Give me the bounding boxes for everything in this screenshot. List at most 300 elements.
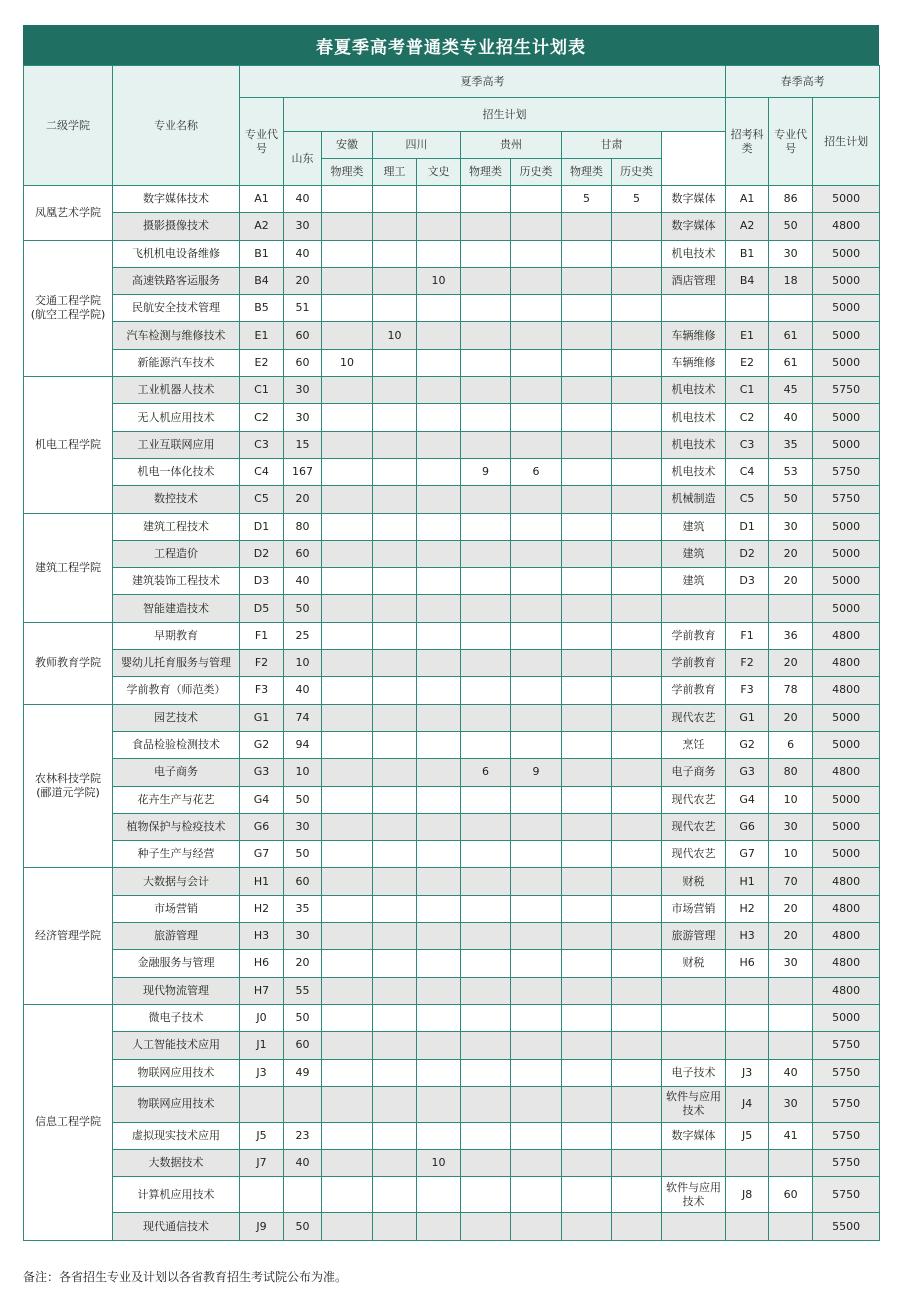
plan-shandong: 10 [284,759,322,786]
plan-anhui-physics [322,295,373,322]
spring-code: E2 [726,349,769,376]
table-row [24,813,880,840]
table-row [24,1177,880,1213]
plan-anhui-physics [322,513,373,540]
table-title: 春夏季高考普通类专业招生计划表 [23,25,879,65]
spring-plan: 10 [769,786,813,813]
tuition-fee: 5750 [813,1059,880,1086]
plan-gansu-history [612,1059,662,1086]
tuition-fee: 5000 [813,540,880,567]
plan-anhui-physics [322,1004,373,1031]
major-name: 工业机器人技术 [113,377,240,404]
spring-code: A2 [726,213,769,240]
plan-guizhou-physics [461,568,511,595]
plan-shandong: 60 [284,1032,322,1059]
tuition-fee: 5750 [813,1086,880,1122]
major-name: 摄影摄像技术 [113,213,240,240]
spring-code: D2 [726,540,769,567]
plan-gansu-physics [562,1150,612,1177]
plan-gansu-physics [562,213,612,240]
plan-gansu-history [612,431,662,458]
major-name: 植物保护与检疫技术 [113,813,240,840]
plan-gansu-history [612,404,662,431]
spring-subject: 车辆维修 [662,349,726,376]
plan-sichuan-science [373,404,417,431]
plan-anhui-physics [322,404,373,431]
header-college: 二级学院 [24,66,113,186]
spring-subject: 车辆维修 [662,322,726,349]
major-code: G4 [240,786,284,813]
plan-gansu-history [612,704,662,731]
spring-plan [769,1150,813,1177]
plan-guizhou-history [511,1122,562,1149]
spring-plan: 60 [769,1177,813,1213]
major-name: 民航安全技术管理 [113,295,240,322]
header-gansu-history: 历史类 [612,159,662,186]
plan-gansu-physics [562,431,612,458]
plan-sichuan-science [373,895,417,922]
table-row [24,622,880,649]
tuition-fee: 5000 [813,704,880,731]
plan-gansu-physics [562,458,612,485]
spring-code: C3 [726,431,769,458]
tuition-fee: 4800 [813,677,880,704]
plan-anhui-physics [322,622,373,649]
spring-code: C2 [726,404,769,431]
spring-code: C4 [726,458,769,485]
major-code: J0 [240,1004,284,1031]
plan-sichuan-science [373,1122,417,1149]
tuition-fee: 5000 [813,267,880,294]
spring-subject [662,1004,726,1031]
plan-sichuan-science [373,677,417,704]
plan-sichuan-arts [417,950,461,977]
spring-subject [662,1213,726,1240]
spring-code: J4 [726,1086,769,1122]
spring-subject: 现代农艺 [662,813,726,840]
plan-guizhou-history [511,731,562,758]
plan-guizhou-physics [461,895,511,922]
plan-guizhou-physics [461,731,511,758]
table-row [24,677,880,704]
plan-gansu-physics: 5 [562,186,612,213]
table-row [24,431,880,458]
plan-sichuan-arts: 10 [417,267,461,294]
plan-anhui-physics [322,267,373,294]
tuition-fee: 5000 [813,349,880,376]
spring-code: H2 [726,895,769,922]
plan-sichuan-arts [417,186,461,213]
plan-guizhou-history [511,813,562,840]
spring-subject [662,1032,726,1059]
plan-shandong [284,1086,322,1122]
plan-anhui-physics [322,950,373,977]
spring-plan: 61 [769,322,813,349]
plan-sichuan-arts [417,895,461,922]
table-row [24,650,880,677]
major-code: C4 [240,458,284,485]
plan-sichuan-arts [417,622,461,649]
plan-sichuan-science [373,240,417,267]
major-code: D5 [240,595,284,622]
plan-guizhou-physics [461,923,511,950]
plan-gansu-history [612,1150,662,1177]
plan-shandong: 30 [284,813,322,840]
plan-guizhou-physics [461,240,511,267]
plan-guizhou-history [511,622,562,649]
plan-guizhou-history [511,977,562,1004]
plan-gansu-history [612,950,662,977]
major-name: 物联网应用技术 [113,1059,240,1086]
spring-plan: 18 [769,267,813,294]
table-row [24,1122,880,1149]
plan-guizhou-history [511,704,562,731]
table-row [24,513,880,540]
spring-code [726,1150,769,1177]
plan-gansu-physics [562,813,612,840]
plan-anhui-physics [322,1059,373,1086]
plan-sichuan-arts [417,431,461,458]
plan-sichuan-arts [417,704,461,731]
plan-anhui-physics [322,1177,373,1213]
major-code: C2 [240,404,284,431]
spring-subject: 财税 [662,950,726,977]
major-code: D3 [240,568,284,595]
plan-sichuan-arts [417,322,461,349]
table-row [24,349,880,376]
plan-sichuan-arts [417,458,461,485]
spring-subject [662,1150,726,1177]
table-row [24,895,880,922]
college-name: 教师教育学院 [24,622,113,704]
plan-shandong: 25 [284,622,322,649]
plan-anhui-physics [322,731,373,758]
major-code: C5 [240,486,284,513]
header-guizhou: 贵州 [461,132,562,159]
plan-guizhou-history [511,267,562,294]
major-name: 无人机应用技术 [113,404,240,431]
plan-sichuan-arts [417,1177,461,1213]
tuition-fee: 4800 [813,213,880,240]
header-summer: 夏季高考 [240,66,726,98]
plan-anhui-physics [322,431,373,458]
plan-sichuan-science [373,1059,417,1086]
spring-plan [769,1032,813,1059]
plan-gansu-history [612,458,662,485]
plan-gansu-history [612,1004,662,1031]
major-code: D2 [240,540,284,567]
plan-shandong: 50 [284,786,322,813]
plan-guizhou-history [511,349,562,376]
plan-gansu-physics [562,1213,612,1240]
plan-gansu-physics [562,295,612,322]
major-code: B4 [240,267,284,294]
header-code: 专业代号 [240,98,284,186]
spring-subject: 机电技术 [662,431,726,458]
plan-anhui-physics [322,841,373,868]
plan-guizhou-history [511,431,562,458]
plan-gansu-physics [562,1177,612,1213]
spring-code: B4 [726,267,769,294]
tuition-fee: 5000 [813,595,880,622]
tuition-fee: 5500 [813,1213,880,1240]
plan-gansu-physics [562,923,612,950]
plan-sichuan-arts [417,759,461,786]
spring-plan [769,595,813,622]
table-row [24,595,880,622]
spring-subject [662,595,726,622]
major-code: G6 [240,813,284,840]
spring-code [726,1004,769,1031]
spring-plan: 35 [769,431,813,458]
plan-gansu-physics [562,486,612,513]
major-name: 工业互联网应用 [113,431,240,458]
major-name: 数控技术 [113,486,240,513]
major-name: 市场营销 [113,895,240,922]
spring-code: F3 [726,677,769,704]
plan-anhui-physics [322,186,373,213]
plan-gansu-history [612,759,662,786]
table-row [24,267,880,294]
plan-shandong: 30 [284,213,322,240]
tuition-fee: 5750 [813,458,880,485]
tuition-fee: 5000 [813,731,880,758]
plan-sichuan-arts [417,868,461,895]
major-name: 计算机应用技术 [113,1177,240,1213]
major-name: 旅游管理 [113,923,240,950]
header-shandong: 山东 [284,132,322,186]
plan-gansu-history [612,1032,662,1059]
spring-subject: 机电技术 [662,377,726,404]
plan-guizhou-history [511,568,562,595]
spring-code: J3 [726,1059,769,1086]
plan-guizhou-physics [461,540,511,567]
major-name: 新能源汽车技术 [113,349,240,376]
spring-code: H3 [726,923,769,950]
major-code: F2 [240,650,284,677]
major-code: H2 [240,895,284,922]
tuition-fee: 4800 [813,895,880,922]
plan-shandong: 50 [284,1004,322,1031]
plan-gansu-history [612,267,662,294]
major-name: 种子生产与经营 [113,841,240,868]
major-code: E2 [240,349,284,376]
plan-guizhou-physics [461,213,511,240]
plan-gansu-physics [562,895,612,922]
plan-gansu-history [612,895,662,922]
plan-shandong: 50 [284,595,322,622]
plan-anhui-physics [322,650,373,677]
plan-gansu-history [612,213,662,240]
spring-subject: 机电技术 [662,458,726,485]
plan-guizhou-physics [461,950,511,977]
plan-guizhou-history [511,295,562,322]
plan-sichuan-arts [417,1032,461,1059]
table-row [24,841,880,868]
spring-subject: 学前教育 [662,677,726,704]
plan-sichuan-science: 10 [373,322,417,349]
spring-code: D1 [726,513,769,540]
major-code: G7 [240,841,284,868]
major-name: 物联网应用技术 [113,1086,240,1122]
plan-anhui-physics [322,1086,373,1122]
plan-guizhou-history [511,1004,562,1031]
plan-gansu-history [612,1086,662,1122]
header-spring: 春季高考 [726,66,880,98]
plan-gansu-physics [562,841,612,868]
plan-guizhou-physics [461,322,511,349]
major-name: 虚拟现实技术应用 [113,1122,240,1149]
table-row [24,377,880,404]
table-row [24,786,880,813]
major-code: C1 [240,377,284,404]
plan-gansu-physics [562,1004,612,1031]
plan-sichuan-arts [417,1004,461,1031]
plan-gansu-physics [562,540,612,567]
plan-guizhou-physics [461,1213,511,1240]
plan-gansu-physics [562,322,612,349]
table-row [24,568,880,595]
plan-gansu-physics [562,349,612,376]
spring-subject: 建筑 [662,513,726,540]
plan-anhui-physics: 10 [322,349,373,376]
major-code: B5 [240,295,284,322]
table-row [24,186,880,213]
spring-plan: 30 [769,513,813,540]
tuition-fee: 5750 [813,1032,880,1059]
plan-sichuan-science [373,813,417,840]
plan-anhui-physics [322,759,373,786]
spring-plan: 30 [769,950,813,977]
plan-sichuan-science [373,622,417,649]
plan-gansu-physics [562,677,612,704]
spring-subject: 学前教育 [662,622,726,649]
plan-sichuan-arts [417,486,461,513]
major-code: J5 [240,1122,284,1149]
plan-gansu-physics [562,977,612,1004]
spring-code [726,1032,769,1059]
tuition-fee: 4800 [813,950,880,977]
spring-plan [769,977,813,1004]
footnote: 备注：各省招生专业及计划以各省教育招生考试院公布为准。 [23,1270,348,1284]
tuition-fee: 5000 [813,322,880,349]
plan-gansu-history: 5 [612,186,662,213]
spring-code: C5 [726,486,769,513]
spring-subject: 旅游管理 [662,923,726,950]
plan-shandong: 60 [284,540,322,567]
spring-plan: 61 [769,349,813,376]
major-code: F1 [240,622,284,649]
plan-guizhou-physics [461,595,511,622]
table-row [24,486,880,513]
spring-subject: 数字媒体 [662,213,726,240]
tuition-fee: 4800 [813,923,880,950]
plan-gansu-history [612,377,662,404]
plan-guizhou-history [511,1150,562,1177]
plan-anhui-physics [322,977,373,1004]
header-spring-subject: 招考科类 [726,98,769,186]
plan-anhui-physics [322,923,373,950]
plan-gansu-physics [562,786,612,813]
plan-anhui-physics [322,595,373,622]
spring-code: G3 [726,759,769,786]
plan-gansu-history [612,1213,662,1240]
tuition-fee: 4800 [813,622,880,649]
plan-guizhou-physics [461,704,511,731]
header-gansu-physics: 物理类 [562,159,612,186]
spring-code [726,1213,769,1240]
spring-plan: 78 [769,677,813,704]
tuition-fee: 5750 [813,1150,880,1177]
plan-gansu-history [612,295,662,322]
plan-shandong: 60 [284,349,322,376]
plan-anhui-physics [322,213,373,240]
tuition-fee: 5000 [813,240,880,267]
spring-subject [662,295,726,322]
plan-guizhou-history [511,240,562,267]
college-name: 信息工程学院 [24,1004,113,1240]
spring-code: J8 [726,1177,769,1213]
plan-gansu-history [612,977,662,1004]
plan-anhui-physics [322,1032,373,1059]
plan-shandong: 15 [284,431,322,458]
plan-sichuan-arts [417,513,461,540]
plan-sichuan-science [373,595,417,622]
plan-guizhou-physics [461,977,511,1004]
plan-sichuan-science [373,186,417,213]
plan-anhui-physics [322,1150,373,1177]
major-code: E1 [240,322,284,349]
spring-subject: 电子商务 [662,759,726,786]
tuition-fee: 5000 [813,186,880,213]
spring-plan [769,1213,813,1240]
spring-code: D3 [726,568,769,595]
spring-plan: 50 [769,213,813,240]
plan-gansu-physics [562,950,612,977]
spring-plan: 20 [769,895,813,922]
plan-anhui-physics [322,458,373,485]
plan-anhui-physics [322,704,373,731]
major-code: H3 [240,923,284,950]
spring-code: G4 [726,786,769,813]
plan-anhui-physics [322,486,373,513]
spring-code: F1 [726,622,769,649]
plan-shandong [284,1177,322,1213]
table-row [24,923,880,950]
tuition-fee: 5000 [813,431,880,458]
major-name: 婴幼儿托育服务与管理 [113,650,240,677]
major-code [240,1177,284,1213]
plan-sichuan-science [373,841,417,868]
spring-subject: 机电技术 [662,240,726,267]
plan-shandong: 167 [284,458,322,485]
tuition-fee: 5000 [813,1004,880,1031]
plan-sichuan-arts [417,295,461,322]
spring-plan: 30 [769,813,813,840]
spring-plan: 80 [769,759,813,786]
college-name: 农林科技学院 (郦道元学院) [24,704,113,868]
major-name: 花卉生产与花艺 [113,786,240,813]
tuition-fee: 5000 [813,841,880,868]
plan-guizhou-physics [461,404,511,431]
plan-gansu-physics [562,1122,612,1149]
plan-sichuan-arts [417,213,461,240]
major-name: 电子商务 [113,759,240,786]
plan-gansu-physics [562,759,612,786]
major-name: 建筑装饰工程技术 [113,568,240,595]
plan-guizhou-history [511,868,562,895]
table-row [24,213,880,240]
